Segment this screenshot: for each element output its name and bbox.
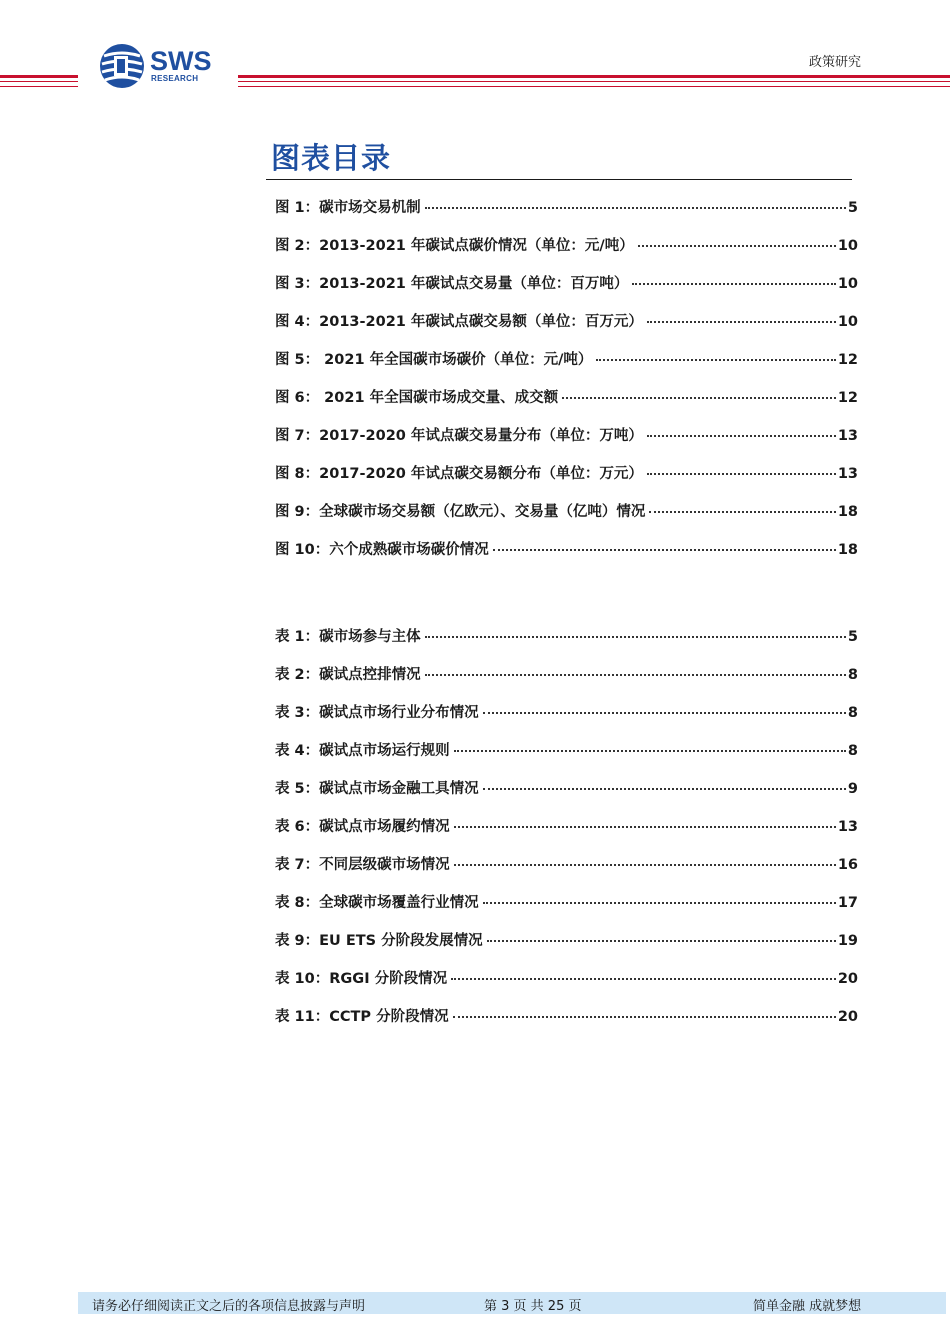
- table-entry[interactable]: [275, 770, 858, 808]
- dot-leader: [454, 863, 836, 866]
- dot-leader: [647, 320, 836, 323]
- table-entry-label: 表 1：碳市场参与主体: [275, 629, 421, 645]
- figure-entry-label: 图 1：碳市场交易机制: [275, 200, 421, 216]
- dot-leader: [596, 358, 835, 361]
- table-list: [275, 618, 858, 1036]
- dot-leader: [483, 787, 846, 790]
- table-entry-page: 16: [837, 857, 858, 873]
- figure-entry[interactable]: [275, 417, 858, 455]
- figure-entry[interactable]: [275, 341, 858, 379]
- figure-entry[interactable]: [275, 189, 858, 227]
- table-entry-label: 表 6：碳试点市场履约情况: [275, 819, 450, 835]
- dot-leader: [647, 472, 836, 475]
- header-rule-right-thin: [238, 81, 950, 82]
- table-entry-label: 表 3：碳试点市场行业分布情况: [275, 705, 479, 721]
- figure-entry-label: 图 5： 2021 年全国碳市场碳价（单位：元/吨）: [275, 352, 593, 368]
- table-entry-label: 表 4：碳试点市场运行规则: [275, 743, 450, 759]
- dot-leader: [483, 711, 846, 714]
- figure-entry-page: 12: [837, 352, 858, 368]
- dot-leader: [425, 206, 846, 209]
- table-entry-page: 20: [837, 971, 858, 987]
- dot-leader: [493, 548, 836, 551]
- table-entry[interactable]: [275, 618, 858, 656]
- figure-entry[interactable]: [275, 265, 858, 303]
- figure-entry-page: 10: [837, 314, 858, 330]
- table-entry-page: 8: [847, 667, 858, 683]
- sws-logo: [98, 42, 228, 90]
- figure-entry-page: 12: [837, 390, 858, 406]
- table-entry-label: 表 5：碳试点市场金融工具情况: [275, 781, 479, 797]
- header-rule-left: [0, 75, 78, 78]
- table-entry-label: 表 11：CCTP 分阶段情况: [275, 1009, 449, 1025]
- table-entry-page: 5: [847, 629, 858, 645]
- table-entry-page: 9: [847, 781, 858, 797]
- figure-entry-label: 图 10：六个成熟碳市场碳价情况: [275, 542, 489, 558]
- table-entry-label: 表 8：全球碳市场覆盖行业情况: [275, 895, 479, 911]
- figure-entry[interactable]: [275, 531, 858, 569]
- figure-entry[interactable]: [275, 379, 858, 417]
- title-rule: [266, 179, 852, 180]
- table-entry-page: 8: [847, 705, 858, 721]
- dot-leader: [638, 244, 836, 247]
- figure-entry-page: 10: [837, 276, 858, 292]
- figure-entry[interactable]: [275, 493, 858, 531]
- dot-leader: [487, 939, 836, 942]
- header-rule-right-thin-2: [238, 86, 950, 87]
- header-rule-left-thin: [0, 81, 78, 82]
- table-entry[interactable]: [275, 656, 858, 694]
- logo-text: SWS: [150, 46, 212, 76]
- figure-entry[interactable]: [275, 303, 858, 341]
- table-entry[interactable]: [275, 998, 858, 1036]
- dot-leader: [425, 635, 846, 638]
- figure-entry-page: 5: [847, 200, 858, 216]
- table-entry-page: 19: [837, 933, 858, 949]
- table-entry-label: 表 10：RGGI 分阶段情况: [275, 971, 448, 987]
- dot-leader: [454, 749, 846, 752]
- figure-entry-label: 图 3：2013-2021 年碳试点交易量（单位：百万吨）: [275, 276, 629, 292]
- dot-leader: [632, 282, 835, 285]
- table-entry-label: 表 2：碳试点控排情况: [275, 667, 421, 683]
- figure-entry-label: 图 2：2013-2021 年碳试点碳价情况（单位：元/吨）: [275, 238, 634, 254]
- logo-subtext: RESEARCH: [151, 74, 199, 83]
- table-entry[interactable]: [275, 922, 858, 960]
- dot-leader: [562, 396, 836, 399]
- dot-leader: [647, 434, 836, 437]
- figure-entry-label: 图 8：2017-2020 年试点碳交易额分布（单位：万元）: [275, 466, 643, 482]
- dot-leader: [649, 510, 835, 513]
- dot-leader: [454, 825, 836, 828]
- table-entry-page: 8: [847, 743, 858, 759]
- table-entry-label: 表 9：EU ETS 分阶段发展情况: [275, 933, 483, 949]
- table-entry[interactable]: [275, 884, 858, 922]
- figure-entry-page: 10: [837, 238, 858, 254]
- figure-entry-page: 13: [837, 466, 858, 482]
- dot-leader: [451, 977, 836, 980]
- table-entry-label: 表 7：不同层级碳市场情况: [275, 857, 450, 873]
- dot-leader: [483, 901, 836, 904]
- toc-title: 图表目录: [271, 141, 392, 175]
- figure-entry-page: 18: [837, 504, 858, 520]
- figure-entry-label: 图 9：全球碳市场交易额（亿欧元）、交易量（亿吨）情况: [275, 504, 646, 520]
- figure-entry-page: 13: [837, 428, 858, 444]
- figure-entry-label: 图 6： 2021 年全国碳市场成交量、成交额: [275, 390, 559, 406]
- footer-disclaimer: 请务必仔细阅读正文之后的各项信息披露与声明: [92, 1299, 366, 1314]
- figure-list: [275, 189, 858, 569]
- table-entry[interactable]: [275, 808, 858, 846]
- table-entry[interactable]: [275, 694, 858, 732]
- header-rule-left-thin-2: [0, 86, 78, 87]
- table-entry[interactable]: [275, 732, 858, 770]
- section-label: 政策研究: [808, 55, 861, 70]
- header-rule-right: [238, 75, 950, 78]
- figure-entry[interactable]: [275, 227, 858, 265]
- dot-leader: [453, 1015, 836, 1018]
- figure-entry-page: 18: [837, 542, 858, 558]
- footer-slogan: 简单金融 成就梦想: [753, 1299, 862, 1314]
- dot-leader: [425, 673, 846, 676]
- footer-page-info: 第 3 页 共 25 页: [484, 1299, 582, 1314]
- logo-globe-icon: [98, 42, 146, 90]
- table-entry-page: 20: [837, 1009, 858, 1025]
- table-entry[interactable]: [275, 846, 858, 884]
- table-entry-page: 13: [837, 819, 858, 835]
- table-entry-page: 17: [837, 895, 858, 911]
- table-entry[interactable]: [275, 960, 858, 998]
- figure-entry-label: 图 7：2017-2020 年试点碳交易量分布（单位：万吨）: [275, 428, 643, 444]
- figure-entry[interactable]: [275, 455, 858, 493]
- figure-entry-label: 图 4：2013-2021 年碳试点碳交易额（单位：百万元）: [275, 314, 643, 330]
